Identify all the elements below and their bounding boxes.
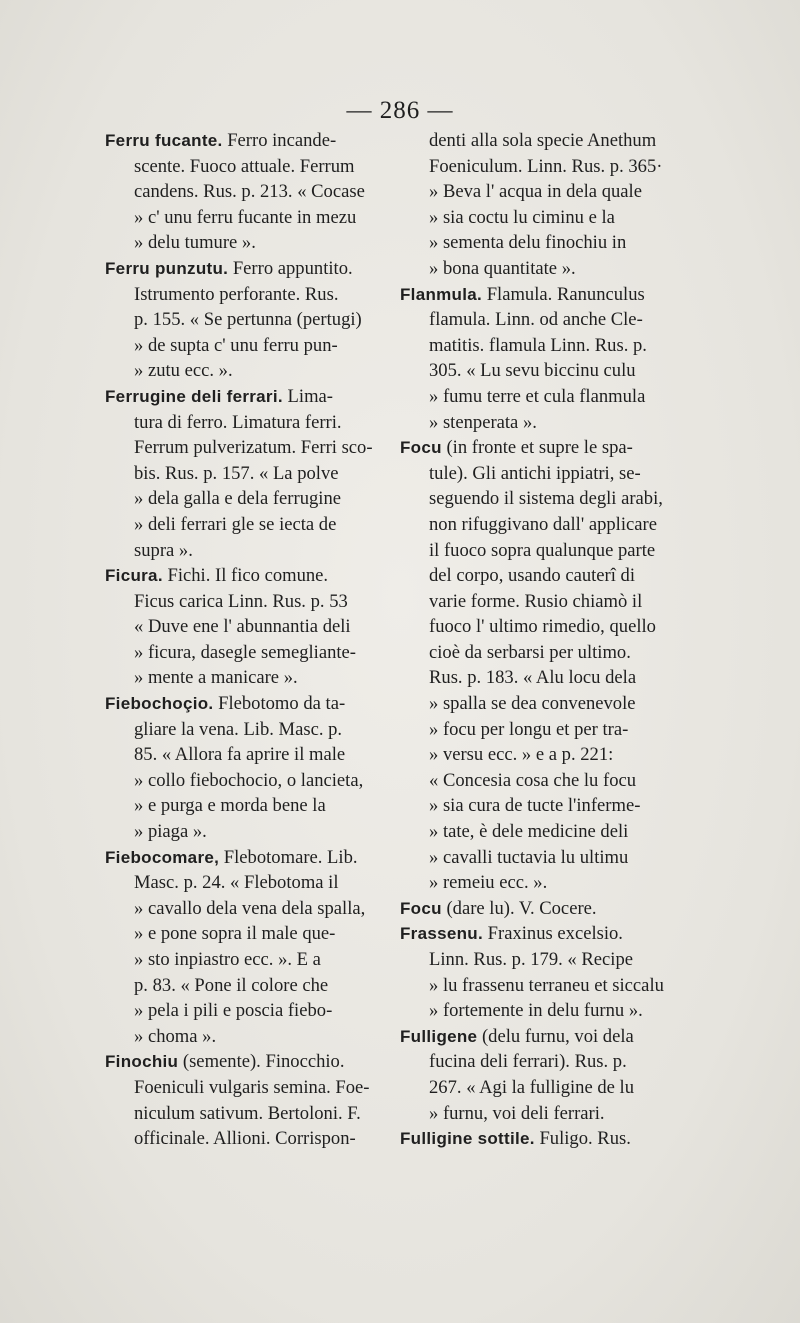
entry-line: 305. « Lu sevu biccinu culu bbox=[429, 360, 636, 382]
entry-line: 267. « Agi la fulligine de lu bbox=[429, 1076, 635, 1098]
entry-line: scente. Fuoco attuale. Ferrum bbox=[134, 155, 355, 177]
entry-line: cioè da serbarsi per ultimo. bbox=[429, 641, 631, 663]
entry-line: Foeniculi vulgaris semina. Foe- bbox=[134, 1076, 370, 1098]
entry-line: officinale. Allioni. Corrispon- bbox=[134, 1128, 356, 1150]
entry-line: varie forme. Rusio chiamò il bbox=[429, 590, 643, 612]
headword: Ferrugine deli ferrari. bbox=[105, 386, 283, 406]
entry-line: » spalla se dea convenevole bbox=[429, 693, 636, 715]
entry-line: flamula. Linn. od anche Cle- bbox=[429, 309, 643, 331]
entry-line: fuoco l' ultimo rimedio, quello bbox=[429, 616, 656, 638]
right-column bbox=[400, 128, 696, 1152]
headword: Fulligine sottile. bbox=[400, 1129, 535, 1149]
entry-line: » Beva l' acqua in dela quale bbox=[429, 181, 642, 203]
entry-line: « Duve ene l' abunnantia deli bbox=[134, 616, 351, 638]
entry-line: » versu ecc. » e a p. 221: bbox=[429, 744, 614, 766]
entry-line: » de supta c' unu ferru pun- bbox=[134, 334, 338, 356]
entry-line: » piaga ». bbox=[134, 821, 207, 843]
entry-line: Masc. p. 24. « Flebotoma il bbox=[134, 872, 339, 894]
entry-line: Flamula. Ranunculus bbox=[482, 283, 645, 305]
entry-line: (in fronte et supre le spa- bbox=[441, 437, 633, 459]
entry-line: » e pone sopra il male que- bbox=[134, 923, 336, 945]
entry-line: Flebotomare. Lib. bbox=[219, 846, 358, 868]
entry-line: denti alla sola specie Anethum bbox=[429, 130, 657, 151]
entry-line: il fuoco sopra qualunque parte bbox=[429, 539, 656, 561]
entry-line: » cavalli tuctavia lu ultimu bbox=[429, 846, 629, 868]
entry-line: » ficura, dasegle semegliante- bbox=[134, 641, 356, 663]
entry-line: « Concesia cosa che lu focu bbox=[429, 769, 637, 791]
entry-line: » pela i pili e poscia fiebo- bbox=[134, 1000, 333, 1022]
entry-line: » cavallo dela vena dela spalla, bbox=[134, 897, 366, 919]
entry-line: » bona quantitate ». bbox=[429, 257, 576, 279]
headword: Ficura. bbox=[105, 566, 163, 586]
entry-line: Fraxinus excelsio. bbox=[483, 923, 623, 945]
entry-line: gliare la vena. Lib. Masc. p. bbox=[134, 718, 343, 740]
entry-line: » zutu ecc. ». bbox=[134, 360, 233, 382]
entry-line: del corpo, usando cauterî di bbox=[429, 565, 636, 587]
entry-line: » sementa delu finochiu in bbox=[429, 232, 627, 254]
entry-ficura bbox=[105, 563, 392, 691]
entry-line: Foeniculum. Linn. Rus. p. 365· bbox=[429, 155, 663, 177]
entry-line: Rus. p. 183. « Alu locu dela bbox=[429, 667, 637, 689]
entry-line: bis. Rus. p. 157. « La polve bbox=[134, 462, 339, 484]
entry-line: » lu frassenu terraneu et siccalu bbox=[429, 974, 664, 996]
entry-fulligene bbox=[400, 1024, 696, 1126]
entry-line: 85. « Allora fa aprire il male bbox=[134, 744, 346, 766]
entry-line: niculum sativum. Bertoloni. F. bbox=[134, 1102, 361, 1124]
entry-line: » choma ». bbox=[134, 1025, 217, 1047]
entry-line: » deli ferrari gle se iecta de bbox=[134, 513, 337, 535]
entry-line: » collo fiebochocio, o lancieta, bbox=[134, 769, 364, 791]
entry-line: Ficus carica Linn. Rus. p. 53 bbox=[134, 590, 348, 612]
entry-line: candens. Rus. p. 213. « Cocase bbox=[134, 181, 365, 203]
entry-line: » stenperata ». bbox=[429, 411, 537, 433]
entry-line: » tate, è dele medicine deli bbox=[429, 821, 629, 843]
headword: Frassenu. bbox=[400, 924, 484, 944]
entry-line: » sia coctu lu ciminu e la bbox=[429, 206, 615, 228]
entry-finochiu bbox=[105, 1049, 392, 1151]
entry-line: » sia cura de tucte l'inferme- bbox=[429, 795, 641, 817]
entry-line: Lima- bbox=[282, 385, 333, 407]
entry-line: » focu per longu et per tra- bbox=[429, 718, 629, 740]
headword: Fiebocomare, bbox=[105, 847, 220, 867]
entry-line: » dela galla e dela ferrugine bbox=[134, 488, 342, 510]
entry-line: Ferrum pulverizatum. Ferri sco- bbox=[134, 437, 373, 459]
entry-fiebochocio bbox=[105, 691, 392, 845]
entry-line: (delu furnu, voi dela bbox=[477, 1025, 634, 1047]
headword: Focu bbox=[400, 898, 442, 918]
entry-line: » sto inpiastro ecc. ». E a bbox=[134, 949, 321, 970]
page-number: — 286 — bbox=[346, 97, 454, 124]
entry-line: p. 155. « Se pertunna (pertugi) bbox=[134, 309, 362, 331]
entry-fiebocomare bbox=[105, 845, 392, 1050]
entry-flanmula bbox=[400, 282, 696, 436]
entry-focu-dare bbox=[400, 896, 696, 922]
entry-frassenu bbox=[400, 921, 696, 1023]
entry-line: (dare lu). V. Cocere. bbox=[441, 897, 597, 919]
entry-line: Fichi. Il fico comune. bbox=[162, 565, 329, 587]
entry-line: Linn. Rus. p. 179. « Recipe bbox=[429, 949, 633, 970]
entry-line: » delu tumure ». bbox=[134, 232, 256, 254]
headword: Fiebochoçio. bbox=[105, 694, 214, 714]
entry-line: » fumu terre et cula flanmula bbox=[429, 385, 646, 407]
entry-line: p. 83. « Pone il colore che bbox=[134, 974, 329, 996]
entry-line: Fuligo. Rus. bbox=[534, 1128, 631, 1150]
headword: Ferru punzutu. bbox=[105, 258, 229, 278]
entry-ferru-punzutu bbox=[105, 256, 392, 384]
entry-ferru-fucante bbox=[105, 128, 392, 256]
left-column bbox=[105, 128, 392, 1152]
entry-line: Flebotomo da ta- bbox=[213, 693, 346, 715]
headword: Flanmula. bbox=[400, 284, 483, 304]
entry-line: tura di ferro. Limatura ferri. bbox=[134, 411, 342, 433]
entry-line: Ferro appuntito. bbox=[228, 257, 353, 279]
entry-line: seguendo il sistema degli arabi, bbox=[429, 488, 663, 510]
entry-line: matitis. flamula Linn. Rus. p. bbox=[429, 334, 647, 356]
entry-line: » e purga e morda bene la bbox=[134, 795, 326, 817]
entry-line: » fortemente in delu furnu ». bbox=[429, 1000, 643, 1022]
headword: Finochiu bbox=[105, 1052, 179, 1072]
headword: Focu bbox=[400, 438, 442, 458]
entry-ferrugine bbox=[105, 384, 392, 563]
entry-line: Istrumento perforante. Rus. bbox=[134, 283, 339, 305]
headword: Ferru fucante. bbox=[105, 131, 223, 150]
entry-line: fucina deli ferrari). Rus. p. bbox=[429, 1051, 627, 1073]
entry-line: non rifuggivano dall' applicare bbox=[429, 513, 657, 535]
entry-line: » remeiu ecc. ». bbox=[429, 872, 548, 894]
entry-line: » furnu, voi deli ferrari. bbox=[429, 1102, 605, 1124]
entry-line: Ferro incande- bbox=[222, 130, 337, 151]
entry-focu bbox=[400, 435, 696, 896]
entry-line: » c' unu ferru fucante in mezu bbox=[134, 206, 357, 228]
entry-line: supra ». bbox=[134, 539, 193, 561]
headword: Fulligene bbox=[400, 1026, 478, 1046]
entry-line: (semente). Finocchio. bbox=[178, 1051, 345, 1073]
entry-fulligine-sottile bbox=[400, 1126, 696, 1152]
entry-line: tule). Gli antichi ippiatri, se- bbox=[429, 462, 641, 484]
entry-line: » mente a manicare ». bbox=[134, 667, 298, 689]
entry-finochiu-continued bbox=[400, 128, 696, 282]
